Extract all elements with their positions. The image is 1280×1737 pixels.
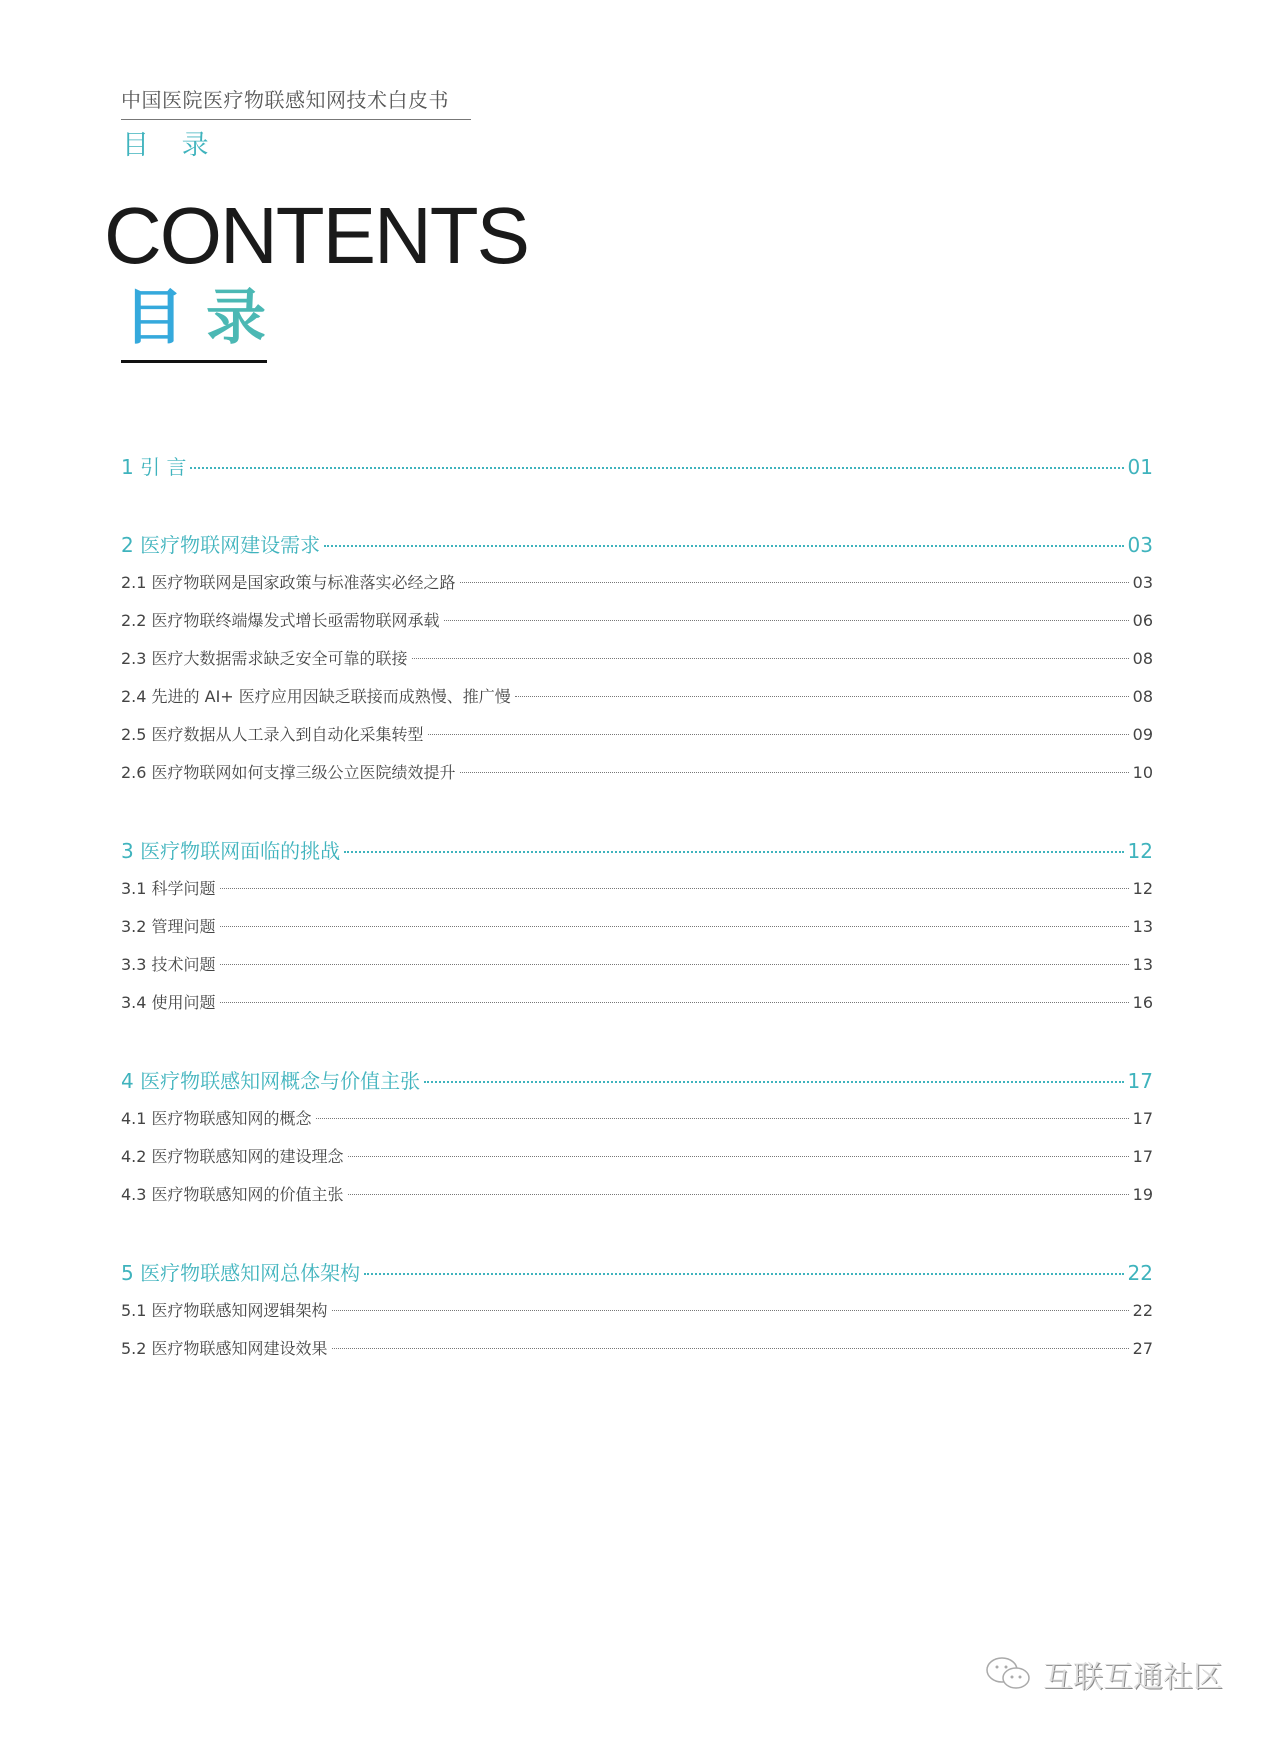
dot-leader bbox=[220, 1002, 1129, 1003]
toc-entry-page: 03 bbox=[1127, 533, 1153, 557]
toc-chapter-entry[interactable] bbox=[121, 530, 1153, 568]
toc-entry-page: 22 bbox=[1127, 1261, 1153, 1285]
toc-heading-char-2: 录 bbox=[206, 283, 266, 353]
toc-entry-title: 3.2 管理问题 bbox=[121, 917, 216, 936]
toc-entry-page: 17 bbox=[1132, 1147, 1153, 1166]
toc-entry-page: 09 bbox=[1132, 725, 1153, 744]
toc-heading bbox=[124, 283, 266, 353]
toc-chapter-entry[interactable] bbox=[121, 1258, 1153, 1296]
toc-entry-page: 08 bbox=[1132, 649, 1153, 668]
toc-entry-title: 3.3 技术问题 bbox=[121, 955, 216, 974]
toc-entry-page: 16 bbox=[1132, 993, 1153, 1012]
dot-leader bbox=[316, 1118, 1129, 1119]
dot-leader bbox=[460, 582, 1129, 583]
toc-subsection-entry[interactable] bbox=[121, 758, 1153, 796]
toc-entry-page: 12 bbox=[1127, 839, 1153, 863]
toc-entry-title: 3.1 科学问题 bbox=[121, 879, 216, 898]
toc-entry-title: 4.3 医疗物联感知网的价值主张 bbox=[121, 1185, 344, 1204]
dot-leader bbox=[332, 1348, 1129, 1349]
dot-leader bbox=[332, 1310, 1129, 1311]
dot-leader bbox=[364, 1273, 1123, 1275]
toc-section bbox=[121, 1066, 1153, 1218]
toc-section bbox=[121, 452, 1153, 490]
toc-subsection-entry[interactable] bbox=[121, 568, 1153, 606]
toc-entry-page: 17 bbox=[1127, 1069, 1153, 1093]
toc-subsection-entry[interactable] bbox=[121, 1296, 1153, 1334]
dot-leader bbox=[515, 696, 1129, 697]
toc-entry-page: 13 bbox=[1132, 917, 1153, 936]
dot-leader bbox=[220, 964, 1129, 965]
section-label: 目 录 bbox=[122, 130, 221, 161]
toc-entry-title: 4.1 医疗物联感知网的概念 bbox=[121, 1109, 312, 1128]
toc-entry-page: 01 bbox=[1127, 455, 1153, 479]
dot-leader bbox=[348, 1194, 1129, 1195]
watermark-text: 互联互通社区 bbox=[1043, 1660, 1223, 1695]
toc-entry-page: 27 bbox=[1132, 1339, 1153, 1358]
toc-heading-char-1: 目 bbox=[124, 283, 184, 353]
toc-subsection-entry[interactable] bbox=[121, 1142, 1153, 1180]
toc-subsection-entry[interactable] bbox=[121, 1104, 1153, 1142]
toc-section bbox=[121, 836, 1153, 1026]
watermark bbox=[985, 1652, 1223, 1696]
toc-subsection-entry[interactable] bbox=[121, 720, 1153, 758]
toc-entry-title: 3.4 使用问题 bbox=[121, 993, 216, 1012]
toc-entry-page: 12 bbox=[1132, 879, 1153, 898]
toc-entry-title: 2.6 医疗物联网如何支撑三级公立医院绩效提升 bbox=[121, 763, 456, 782]
toc-subsection-entry[interactable] bbox=[121, 1334, 1153, 1372]
dot-leader bbox=[412, 658, 1129, 659]
dot-leader bbox=[428, 734, 1129, 735]
toc-subsection-entry[interactable] bbox=[121, 1180, 1153, 1218]
toc-entry-title: 2.4 先进的 AI+ 医疗应用因缺乏联接而成熟慢、推广慢 bbox=[121, 687, 511, 706]
toc-subsection-entry[interactable] bbox=[121, 606, 1153, 644]
wechat-icon bbox=[985, 1655, 1033, 1693]
toc-entry-title: 1 引 言 bbox=[121, 455, 187, 479]
toc-entry-page: 13 bbox=[1132, 955, 1153, 974]
toc-subsection-entry[interactable] bbox=[121, 988, 1153, 1026]
dot-leader bbox=[344, 851, 1123, 853]
toc-entry-page: 08 bbox=[1132, 687, 1153, 706]
dot-leader bbox=[444, 620, 1129, 621]
header-divider bbox=[121, 119, 471, 120]
toc-subsection-entry[interactable] bbox=[121, 912, 1153, 950]
heading-underline bbox=[121, 360, 267, 363]
dot-leader bbox=[190, 467, 1123, 469]
toc-section bbox=[121, 1258, 1153, 1372]
toc-entry-page: 17 bbox=[1132, 1109, 1153, 1128]
toc-subsection-entry[interactable] bbox=[121, 682, 1153, 720]
toc-chapter-entry[interactable] bbox=[121, 1066, 1153, 1104]
toc-entry-title: 5.1 医疗物联感知网逻辑架构 bbox=[121, 1301, 328, 1320]
toc-entry-title: 2.1 医疗物联网是国家政策与标准落实必经之路 bbox=[121, 573, 456, 592]
dot-leader bbox=[220, 926, 1129, 927]
toc-entry-title: 5 医疗物联感知网总体架构 bbox=[121, 1261, 361, 1285]
toc-entry-title: 3 医疗物联网面临的挑战 bbox=[121, 839, 341, 863]
contents-heading: CONTENTS bbox=[104, 191, 528, 280]
dot-leader bbox=[460, 772, 1129, 773]
dot-leader bbox=[424, 1081, 1123, 1083]
toc-entry-title: 5.2 医疗物联感知网建设效果 bbox=[121, 1339, 328, 1358]
toc-entry-title: 2 医疗物联网建设需求 bbox=[121, 533, 321, 557]
toc-entry-page: 22 bbox=[1132, 1301, 1153, 1320]
toc-chapter-entry[interactable] bbox=[121, 836, 1153, 874]
toc-subsection-entry[interactable] bbox=[121, 644, 1153, 682]
toc-subsection-entry[interactable] bbox=[121, 950, 1153, 988]
dot-leader bbox=[220, 888, 1129, 889]
toc-subsection-entry[interactable] bbox=[121, 874, 1153, 912]
toc-entry-title: 2.3 医疗大数据需求缺乏安全可靠的联接 bbox=[121, 649, 408, 668]
document-title: 中国医院医疗物联感知网技术白皮书 bbox=[121, 88, 449, 112]
toc-entry-title: 2.2 医疗物联终端爆发式增长亟需物联网承载 bbox=[121, 611, 440, 630]
dot-leader bbox=[324, 545, 1123, 547]
toc-entry-page: 10 bbox=[1132, 763, 1153, 782]
toc-entry-title: 2.5 医疗数据从人工录入到自动化采集转型 bbox=[121, 725, 424, 744]
toc-chapter-entry[interactable] bbox=[121, 452, 1153, 490]
toc-entry-page: 06 bbox=[1132, 611, 1153, 630]
dot-leader bbox=[348, 1156, 1129, 1157]
toc-entry-page: 03 bbox=[1132, 573, 1153, 592]
toc-entry-title: 4.2 医疗物联感知网的建设理念 bbox=[121, 1147, 344, 1166]
toc-section bbox=[121, 530, 1153, 796]
table-of-contents bbox=[121, 452, 1153, 1412]
toc-entry-title: 4 医疗物联感知网概念与价值主张 bbox=[121, 1069, 421, 1093]
toc-entry-page: 19 bbox=[1132, 1185, 1153, 1204]
